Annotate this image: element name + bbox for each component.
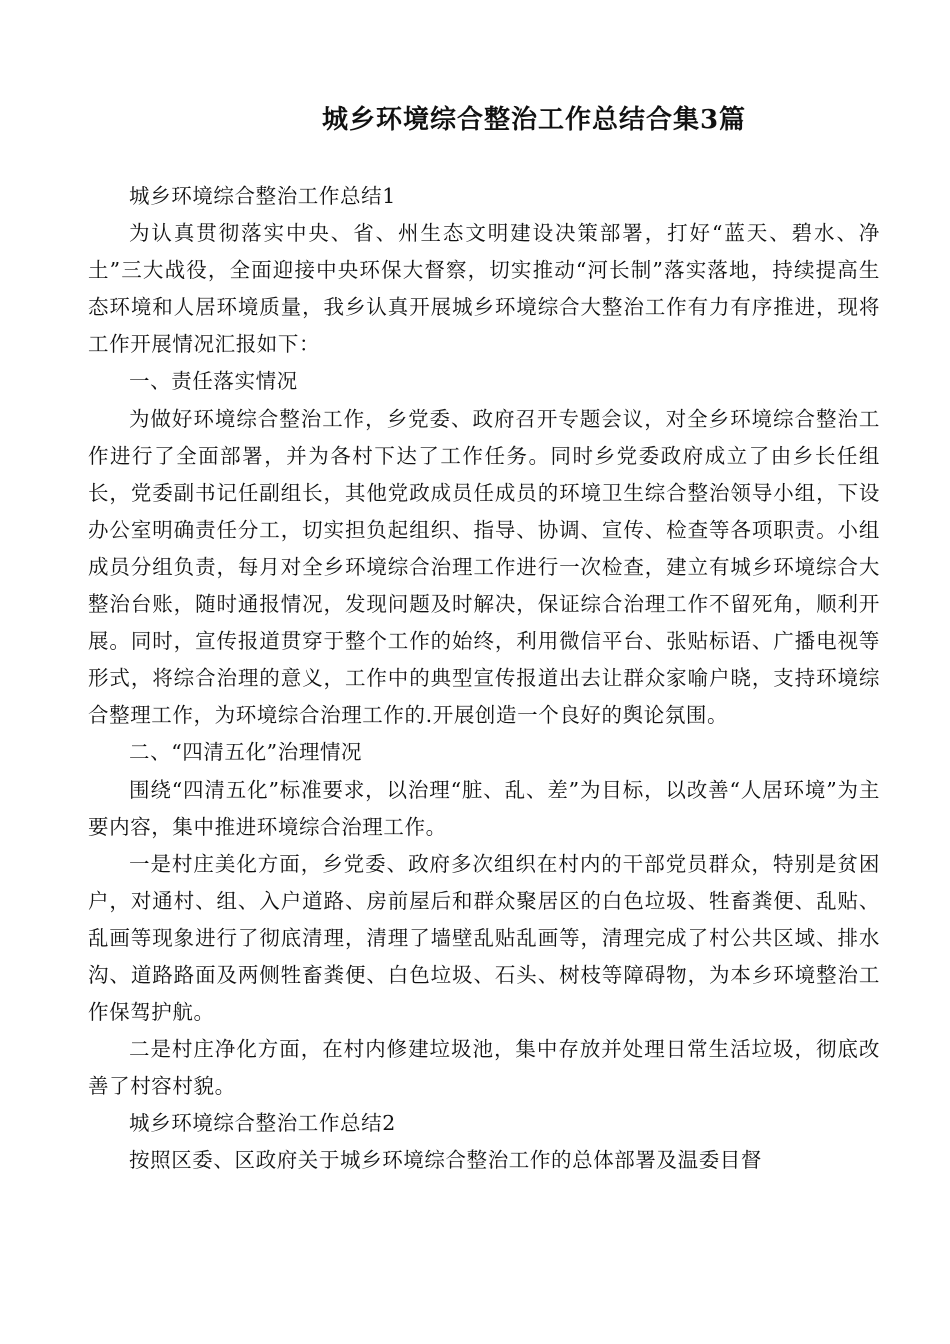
body-paragraph: 为认真贯彻落实中央、省、州生态文明建设决策部署，打好“蓝天、碧水、净土”三大战役，全面迎接中央环保大督察，切实推动“河长制”落实落地，持续提高生态环境和人居环境质量，我乡认真开展城乡环境综合大整治工作有力有序推进，现将工作开展情况汇报如下： bbox=[88, 221, 880, 357]
section-heading-1: 城乡环境综合整治工作总结1 bbox=[129, 184, 396, 208]
body-paragraph: 围绕“四清五化”标准要求，以治理“脏、乱、差”为目标，以改善“人居环境”为主要内容，集中推进环境综合治理工作。 bbox=[88, 777, 880, 839]
body-paragraph: 二是村庄净化方面，在村内修建垃圾池，集中存放并处理日常生活垃圾，彻底改善了村容村貌。 bbox=[88, 1037, 880, 1099]
body-paragraph: 一是村庄美化方面，乡党委、政府多次组织在村内的干部党员群众，特别是贫困户，对通村、组、入户道路、房前屋后和群众聚居区的白色垃圾、牲畜粪便、乱贴、乱画等现象进行了彻底清理，清理了墙壁乱贴乱画等，清理完成了村公共区域、排水沟、道路路面及两侧牲畜粪便、白色垃圾、石头、树枝等障碍物，为本乡环境整治工作保驾护航。 bbox=[88, 851, 880, 1025]
subsection-heading: 一、责任落实情况 bbox=[129, 369, 298, 394]
document-body bbox=[88, 178, 880, 1180]
body-paragraph: 为做好环境综合整治工作，乡党委、政府召开专题会议，对全乡环境综合整治工作进行了全面部署，并为各村下达了工作任务。同时乡党委政府成立了由乡长任组长，党委副书记任副组长，其他党政成员任成员的环境卫生综合整治领导小组，下设办公室明确责任分工，切实担负起组织、指导、协调、宣传、检查等各项职责。小组成员分组负责，每月对全乡环境综合治理工作进行一次检查，建立有城乡环境综合大整治台账，随时通报情况，发现问题及时解决，保证综合治理工作不留死角，顺利开展。同时，宣传报道贯穿于整个工作的始终，利用微信平台、张贴标语、广播电视等形式，将综合治理的意义，工作中的典型宣传报道出去让群众家喻户晓，支持环境综合整理工作，为环境综合治理工作的.开展创造一个良好的舆论氛围。 bbox=[88, 406, 880, 728]
document-page bbox=[88, 98, 880, 1180]
section-heading-2: 城乡环境综合整治工作总结2 bbox=[129, 1111, 396, 1136]
document-title: 城乡环境综合整治工作总结合集3篇 bbox=[321, 105, 747, 135]
subsection-heading: 二、“四清五化”治理情况 bbox=[129, 740, 363, 765]
body-paragraph: 按照区委、区政府关于城乡环境综合整治工作的总体部署及温委目督 bbox=[129, 1148, 762, 1173]
